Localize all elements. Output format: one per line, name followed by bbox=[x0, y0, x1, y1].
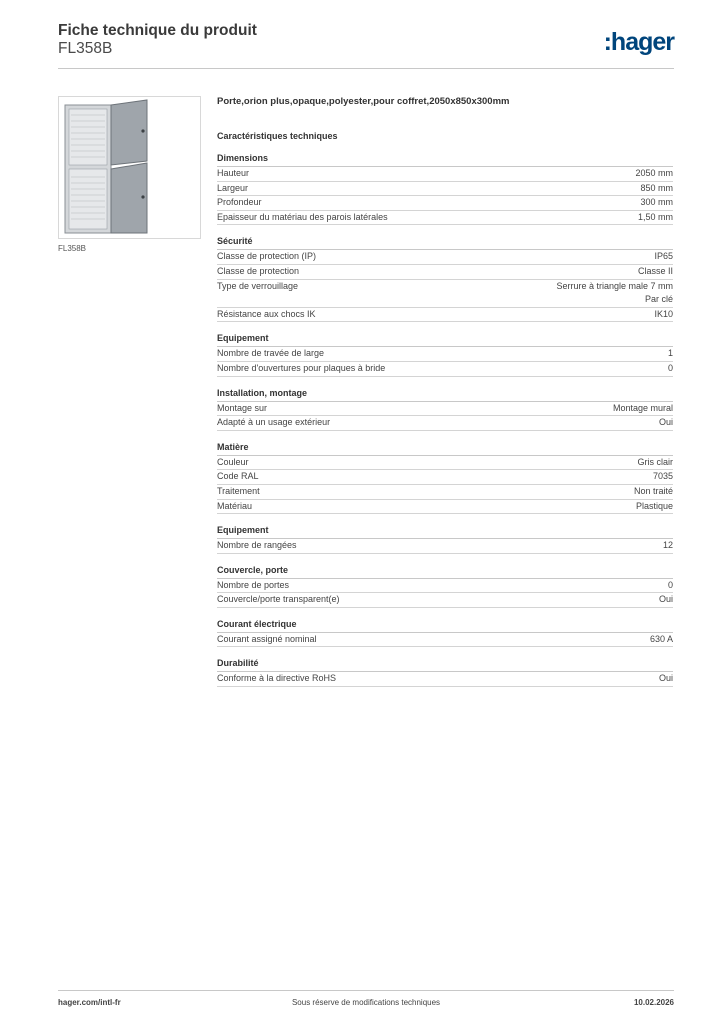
spec-value-line: Par clé bbox=[644, 294, 673, 305]
hager-logo: :hager bbox=[603, 28, 674, 56]
spec-value bbox=[638, 456, 674, 470]
spec-row bbox=[217, 167, 673, 182]
cabinet-illustration bbox=[59, 97, 200, 238]
spec-value bbox=[638, 211, 673, 225]
spec-label: Nombre de travée de large bbox=[217, 348, 325, 359]
spec-sections bbox=[217, 152, 673, 687]
spec-value bbox=[654, 308, 673, 322]
spec-label: Matériau bbox=[217, 500, 253, 511]
spec-value-line: 7035 bbox=[652, 471, 673, 482]
spec-value bbox=[650, 633, 673, 647]
spec-label: Classe de protection (IP) bbox=[217, 251, 317, 262]
spec-value bbox=[635, 167, 673, 181]
footer-date: 10.02.2026 bbox=[633, 998, 674, 1007]
spec-value bbox=[653, 470, 673, 484]
spec-value-line: 300 mm bbox=[640, 197, 673, 208]
spec-value-line: 2050 mm bbox=[635, 168, 673, 178]
spec-value bbox=[654, 250, 673, 264]
spec-row bbox=[217, 182, 673, 197]
spec-value-line: Serrure à triangle male 7 mm bbox=[556, 280, 673, 291]
section-title: Equipement bbox=[217, 524, 673, 539]
spec-value-line: Oui bbox=[658, 673, 673, 684]
spec-value bbox=[663, 539, 673, 553]
spec-label: Résistance aux chocs IK bbox=[217, 308, 316, 319]
section-title: Dimensions bbox=[217, 152, 673, 167]
spec-label: Couvercle/porte transparent(e) bbox=[217, 594, 340, 605]
spec-section bbox=[217, 152, 673, 225]
footer-notice: Sous réserve de modifications techniques bbox=[291, 998, 441, 1007]
spec-value-line: Oui bbox=[658, 417, 673, 428]
spec-value-line: 850 mm bbox=[640, 182, 673, 193]
spec-row bbox=[217, 250, 673, 265]
product-specs bbox=[217, 96, 673, 697]
section-title: Matière bbox=[217, 441, 673, 456]
spec-row bbox=[217, 579, 673, 594]
spec-value-line: 0 bbox=[667, 579, 673, 590]
spec-label: Code RAL bbox=[217, 471, 259, 482]
spec-label: Traitement bbox=[217, 485, 260, 496]
spec-label: Conforme à la directive RoHS bbox=[217, 673, 337, 684]
spec-label: Hauteur bbox=[217, 168, 250, 178]
spec-row bbox=[217, 347, 673, 362]
image-caption: FL358B bbox=[58, 244, 87, 253]
spec-value-line: Oui bbox=[658, 594, 673, 605]
footer-website: hager.com/intl-fr bbox=[58, 998, 121, 1007]
spec-section bbox=[217, 657, 673, 687]
spec-row bbox=[217, 672, 673, 687]
spec-label: Epaisseur du matériau des parois latérales bbox=[217, 211, 388, 222]
spec-value bbox=[613, 402, 673, 416]
spec-label: Nombre d'ouvertures pour plaques à bride bbox=[217, 362, 386, 373]
spec-value-line: Plastique bbox=[635, 500, 673, 511]
spec-row bbox=[217, 500, 673, 515]
spec-value-line: 12 bbox=[662, 540, 673, 551]
spec-value bbox=[659, 416, 673, 430]
technical-characteristics-heading: Caractéristiques techniques bbox=[217, 131, 338, 141]
spec-row bbox=[217, 593, 673, 608]
spec-value bbox=[638, 265, 673, 279]
spec-value-line: 1,50 mm bbox=[637, 211, 673, 222]
document-title: Fiche technique du produit bbox=[58, 22, 257, 39]
spec-row bbox=[217, 196, 673, 211]
spec-section bbox=[217, 387, 673, 431]
page-header bbox=[58, 22, 674, 70]
spec-row bbox=[217, 470, 673, 485]
product-description: Porte,orion plus,opaque,polyester,pour coffret,2050x850x300mm bbox=[217, 96, 510, 107]
spec-label: Profondeur bbox=[217, 197, 262, 208]
section-title: Durabilité bbox=[217, 657, 673, 672]
spec-value bbox=[668, 347, 673, 361]
spec-label: Largeur bbox=[217, 182, 249, 193]
spec-label: Type de verrouillage bbox=[217, 280, 299, 291]
spec-value-line: Non traité bbox=[633, 485, 673, 496]
spec-value bbox=[659, 672, 673, 686]
spec-section bbox=[217, 564, 673, 608]
spec-row bbox=[217, 456, 673, 471]
spec-label: Montage sur bbox=[217, 402, 268, 413]
spec-section bbox=[217, 618, 673, 648]
footer-divider bbox=[58, 990, 674, 991]
spec-value bbox=[640, 182, 673, 196]
spec-row bbox=[217, 308, 673, 323]
section-title: Couvercle, porte bbox=[217, 564, 673, 579]
spec-value bbox=[634, 485, 673, 499]
spec-row bbox=[217, 362, 673, 377]
section-title: Equipement bbox=[217, 332, 673, 347]
spec-label: Nombre de rangées bbox=[217, 540, 297, 551]
spec-row bbox=[217, 402, 673, 417]
spec-row bbox=[217, 416, 673, 431]
section-title: Courant électrique bbox=[217, 618, 673, 633]
spec-label: Nombre de portes bbox=[217, 579, 290, 590]
spec-section bbox=[217, 235, 673, 322]
spec-value-line: Montage mural bbox=[612, 402, 673, 413]
spec-value bbox=[668, 362, 673, 376]
spec-row bbox=[217, 539, 673, 554]
spec-label: Classe de protection bbox=[217, 265, 300, 276]
spec-value-line: 1 bbox=[667, 348, 673, 359]
header-divider bbox=[58, 68, 674, 69]
spec-row bbox=[217, 485, 673, 500]
spec-label: Couleur bbox=[217, 456, 249, 467]
spec-section bbox=[217, 441, 673, 514]
spec-value-line: 630 A bbox=[649, 633, 673, 644]
spec-value-line: 0 bbox=[667, 362, 673, 373]
spec-value-line: IP65 bbox=[654, 251, 673, 262]
spec-value bbox=[659, 593, 673, 607]
spec-value-line: IK10 bbox=[654, 308, 673, 319]
spec-value bbox=[636, 500, 673, 514]
spec-row bbox=[217, 211, 673, 226]
spec-label: Adapté à un usage extérieur bbox=[217, 417, 331, 428]
spec-row bbox=[217, 265, 673, 280]
spec-row bbox=[217, 633, 673, 648]
spec-section bbox=[217, 524, 673, 554]
section-title: Installation, montage bbox=[217, 387, 673, 402]
spec-row bbox=[217, 280, 673, 308]
spec-value bbox=[668, 579, 673, 593]
spec-value-line: Gris clair bbox=[637, 456, 673, 467]
section-title: Sécurité bbox=[217, 235, 673, 250]
product-reference: FL358B bbox=[58, 40, 113, 57]
product-image bbox=[58, 96, 201, 239]
spec-label: Courant assigné nominal bbox=[217, 633, 317, 644]
spec-value bbox=[556, 280, 673, 307]
spec-value-line: Classe II bbox=[637, 265, 673, 276]
spec-section bbox=[217, 332, 673, 376]
spec-value bbox=[640, 196, 673, 210]
